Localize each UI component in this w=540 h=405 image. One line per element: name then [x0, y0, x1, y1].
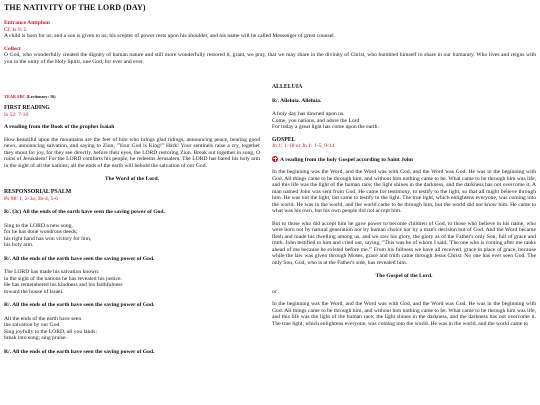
- gospel: [272, 137, 536, 328]
- psalm-verse: [4, 316, 260, 342]
- right-column: [272, 84, 536, 362]
- verse-line: All the ends of the earth have seen: [4, 315, 82, 322]
- psalm-response: R/. All the ends of the earth have seen the saving power of God.: [4, 255, 155, 262]
- verse-line: A holy day has dawned upon us.: [272, 111, 345, 118]
- psalm-heading: RESPONSORIAL PSALM: [4, 189, 72, 195]
- gospel-heading: GOSPEL: [272, 136, 296, 143]
- gospel-or: or: [272, 289, 277, 296]
- verse-line: in the sight of the nations he has revealed his justice.: [4, 275, 122, 282]
- verse-line: the salvation by our God.: [4, 322, 61, 328]
- gospel-paragraph: In the beginning was the Word, and the Word was with God, and the Word was God. He was in the beginning with God. All things came to be through him, and without him nothing came to be. What came to be through him was life, and this life was the light of the human race; the light shines in the darkness, and the darkness has not overcome it. The true light, which enlightens everyone, was coming into the world. He was in the world, and the world came to: [272, 301, 536, 327]
- psalm-response: R/. All the ends of the earth have seen the saving power of God.: [4, 302, 155, 308]
- collect: [4, 46, 536, 66]
- verse-line: The LORD has made his salvation known:: [4, 269, 100, 275]
- verse-line: for he has done wondrous deeds;: [4, 229, 78, 235]
- first-reading-ref: Is 52: 7-10: [4, 111, 29, 118]
- verse-line: his holy arm.: [4, 242, 34, 248]
- lectionary-number: (Lectionary: 16): [26, 94, 56, 99]
- year-label: [4, 94, 260, 99]
- collect-text: O God, who wonderfully created the dignity of human nature and still more wonderfully restored it, grant, we pray, that we may share in the divinity of Christ, who humbled himself to share in our humanity. Who lives and reigns with you in the unity of the Holy Spirit, one God, for ever and ever.: [4, 52, 536, 65]
- verse-line: toward the house of Israel.: [4, 288, 64, 295]
- verse-line: his right hand has won victory for him,: [4, 235, 92, 242]
- gospel-cross-icon: [272, 156, 278, 162]
- gospel-paragraph: In the beginning was the Word, and the Word was with God, and the Word was God. He was in the beginning with God. All things came to be through him, and without him nothing came to be. What came to be through him was life, and this life was the light of the human race; the light shines in the darkness, and the darkness has not overcome it. A man named John was sent from God. He came for testimony, to testify to the light, so that all might believe through him. He was not the light, but came to testify to the light. The true light, which enlightens everyone, was coming into the world. He was in the world, and the world came to be through him, but the world did not know him. He came to what was his own, but his own people did not accept him.: [272, 169, 536, 215]
- psalm-response: R/. All the ends of the earth have seen the saving power of God.: [4, 348, 155, 355]
- first-reading-closing: The Word of the Lord.: [104, 176, 160, 182]
- year-cycle: YEAR ABC: [4, 94, 26, 99]
- entrance-antiphon: [4, 20, 536, 40]
- psalm-verse: [4, 269, 260, 295]
- entrance-antiphon-heading: Entrance Antiphon: [4, 20, 50, 26]
- alleluia: [272, 84, 536, 131]
- document: [4, 3, 536, 71]
- readings-columns: [4, 84, 536, 362]
- gospel-intro: A reading from the holy Gospel according to Saint John: [280, 156, 413, 163]
- collect-heading: Collect: [4, 45, 21, 52]
- alleluia-verse: [272, 111, 536, 131]
- verse-line: Sing joyfully to the LORD, all you lands;: [4, 328, 97, 335]
- psalm-ref: Ps 98: 1, 2-3a, 3b-4, 5-6: [4, 195, 59, 202]
- first-reading-intro: A reading from the Book of the prophet Isaiah: [4, 124, 115, 130]
- verse-line: For today a great light has come upon the earth.: [272, 124, 379, 131]
- responsorial-psalm: [4, 189, 260, 355]
- page-title: THE NATIVITY OF THE LORD (DAY): [4, 3, 146, 12]
- psalm-verse: [4, 223, 260, 249]
- first-reading-heading: FIRST READING: [4, 105, 50, 111]
- gospel-ref: Jn 1: 1-18 or Jn 1: 1-5, 9-14: [272, 143, 335, 150]
- entrance-antiphon-text: A child is born for us, and a son is given to us; his scepter of power rests upon his shoulder, and his name will be called Messenger of great counsel.: [4, 33, 336, 39]
- verse-line: He has remembered his kindness and his faithfulness: [4, 282, 123, 288]
- verse-line: Come, you nations, and adore the Lord: [272, 117, 360, 124]
- alleluia-heading: ALLELUIA: [272, 84, 303, 90]
- left-column: [4, 84, 272, 362]
- verse-line: Sing to the LORD a new song,: [4, 222, 73, 229]
- first-reading-text: How beautiful upon the mountains are the feet of him who brings glad tidings, announcing peace, bearing good news, announcing salvation, and saying to Zion, "Your God is King!" Hark! Your sentinels raise a cry, together they shout for joy, for they see directly, before their eyes, the LORD restoring Zion. Break out together in song, O ruins of Jerusalem! For the LORD comforts his people, he redeems Jerusalem. The LORD has bared his holy arm in the sight of all the nations; all the ends of the earth will behold the salvation of our God.: [4, 136, 260, 169]
- psalm-response: R/. (3c) All the ends of the earth have seen the saving power of God.: [4, 209, 165, 215]
- gospel-intro-line: [272, 156, 536, 164]
- gospel-closing: The Gospel of the Lord.: [375, 273, 433, 280]
- first-reading: [4, 105, 260, 182]
- verse-line: break into song; sing praise.: [4, 335, 67, 341]
- gospel-paragraph: But to those who did accept him he gave power to become children of God, to those who believe in his name, who were born not by natural generation nor by human choice nor by a man's decision but of God. And the Word became flesh and made his dwelling among us, and we saw his glory, the glory as of the Father's only Son, full of grace and truth. John testified to him and cried out, saying, "This was he of whom I said, 'The one who is coming after me ranks ahead of me because he existed before me.'" From his fullness we have all received, grace in place of grace, because while the law was given through Moses, grace and truth came through Jesus Christ. No one has ever seen God. The only Son, God, who is at the Father's side, has revealed him.: [272, 220, 536, 266]
- alleluia-response: R/. Alleluia. Alleluia.: [272, 97, 322, 104]
- entrance-antiphon-ref: Cf. Is 9: 5: [4, 26, 27, 33]
